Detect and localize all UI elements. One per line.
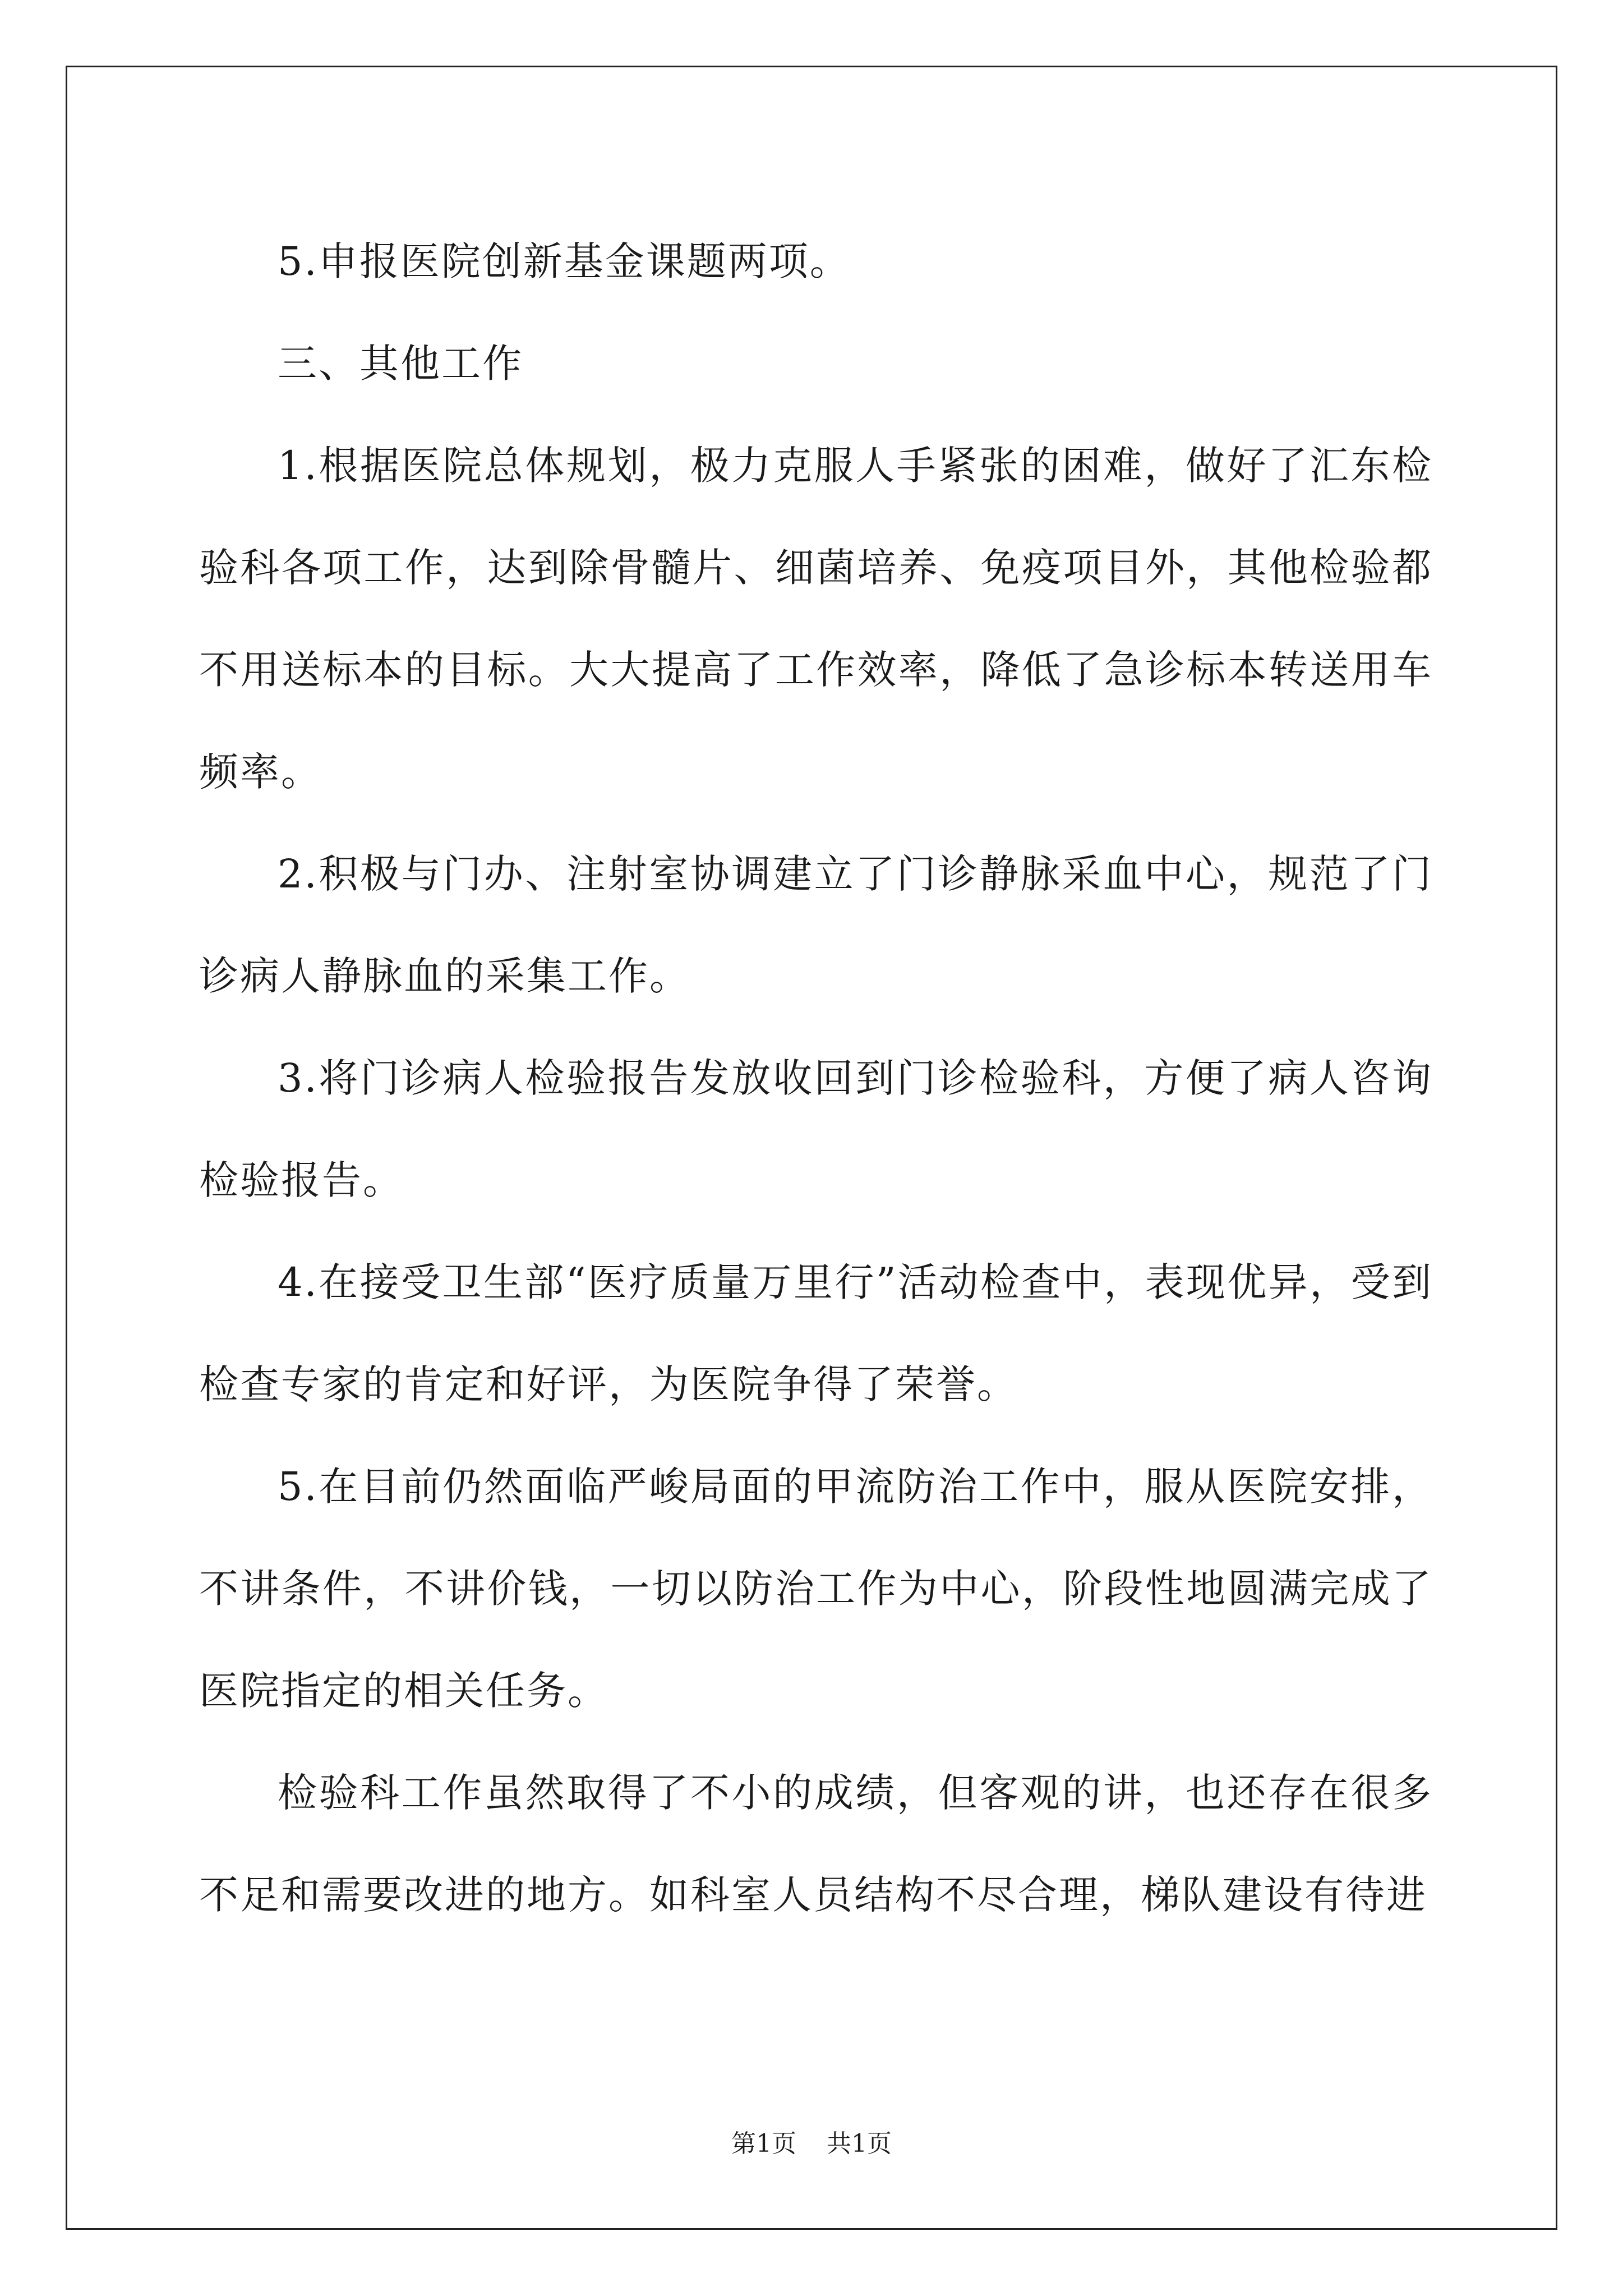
page-footer [0,2123,1623,2159]
paragraph-summary: 检验科工作虽然取得了不小的成绩，但客观的讲，也还存在很多不足和需要改进的地方。如科室人员结构不尽合理，梯队建设有待进 [199,1770,1433,1918]
page-total: 共1页 [827,2129,892,2158]
page-number: 第1页 [731,2129,796,2158]
paragraph-item-5-fund: 5.申报医院创新基金课题两项。 [278,238,851,284]
document-body [199,210,1433,1946]
paragraph-item-2: 2.积极与门办、注射室协调建立了门诊静脉采血中心，规范了门诊病人静脉血的采集工作。 [199,851,1433,999]
paragraph-item-1: 1.根据医院总体规划，极力克服人手紧张的困难，做好了汇东检验科各项工作，达到除骨髓片、细菌培养、免疫项目外，其他检验都不用送标本的目标。大大提高了工作效率，降低了急诊标本转送用车频率。 [199,443,1433,795]
section-heading-other-work: 三、其他工作 [278,341,523,386]
paragraph-item-4: 4.在接受卫生部“医疗质量万里行”活动检查中，表现优异，受到检查专家的肯定和好评，为医院争得了荣誉。 [199,1259,1433,1407]
paragraph-item-5: 5.在目前仍然面临严峻局面的甲流防治工作中，服从医院安排，不讲条件，不讲价钱，一切以防治工作为中心，阶段性地圆满完成了医院指定的相关任务。 [199,1464,1433,1714]
paragraph-item-3: 3.将门诊病人检验报告发放收回到门诊检验科，方便了病人咨询检验报告。 [199,1055,1433,1203]
